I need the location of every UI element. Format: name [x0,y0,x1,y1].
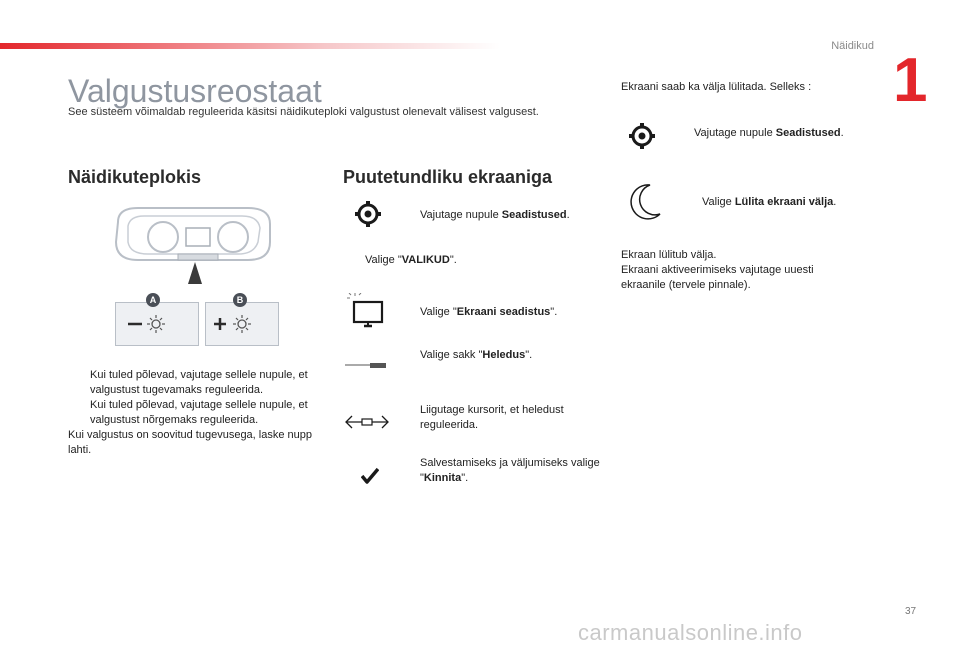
pointer-arrow-icon [188,262,202,284]
button-a-panel[interactable] [115,302,199,346]
middle-step-5: Liigutage kursorit, et heledust reguleerida. [420,404,564,431]
intro-text: See süsteem võimaldab reguleerida käsitsi näidikuteploki valgustust olenevalt välisest valgusest. [68,106,539,118]
right-step-2: Valige Lülita ekraani välja. [702,196,837,208]
button-a-badge: A [146,293,160,307]
middle-step-2: Valige "VALIKUD". [365,254,457,266]
middle-step-3: Valige "Ekraani seadistus". [420,306,558,318]
section-label: Näidikud [831,40,874,52]
dim-minus-icon [116,303,198,345]
brightness-tab-icon[interactable] [345,360,390,370]
left-bullet-2 [68,398,323,428]
brighten-plus-icon [206,303,278,345]
moon-screen-off-icon[interactable] [626,182,662,222]
middle-step-1: Vajutage nupule Seadistused. [420,209,570,221]
settings-gear-icon[interactable] [354,200,382,228]
left-bullet-1-text: Kui tuled põlevad, vajutage sellele nupule, et valgustust tugevamaks reguleerida. [90,369,308,396]
right-intro: Ekraani saab ka välja lülitada. Selleks : [621,81,812,93]
middle-step-4: Valige sakk "Heledus". [420,349,533,361]
settings-gear-icon-right[interactable] [628,122,656,150]
button-b-badge: B [233,293,247,307]
middle-step-6: Salvestamiseks ja väljumiseks valige "Kinnita". [420,457,600,484]
middle-heading: Puutetundliku ekraaniga [343,167,553,187]
left-bullet-2-text: Kui tuled põlevad, vajutage sellele nupule, et valgustust nõrgemaks reguleerida. [90,399,308,426]
right-notes [621,248,851,293]
left-bullet-1 [68,368,323,398]
right-note-2: Ekraani aktiveerimiseks vajutage uuesti ekraanile (tervele pinnale). [621,264,814,291]
slider-cursor-icon[interactable] [344,412,390,432]
page-title: Valgustusreostaat [68,73,322,109]
header-accent-bar [0,43,500,49]
left-heading: Näidikuteplokis [68,167,202,187]
watermark: carmanualsonline.info [578,620,803,645]
right-note-1: Ekraan lülitub välja. [621,249,717,261]
left-bullet-list [68,368,323,458]
display-brightness-icon[interactable] [346,293,386,329]
button-b-panel[interactable] [205,302,279,346]
chapter-number: 1 [893,46,928,115]
checkmark-confirm-icon[interactable] [361,467,379,485]
page-number: 37 [905,606,917,617]
left-footer-text: Kui valgustus on soovitud tugevusega, laske nupp lahti. [68,429,312,456]
right-step-1: Vajutage nupule Seadistused. [694,127,844,139]
